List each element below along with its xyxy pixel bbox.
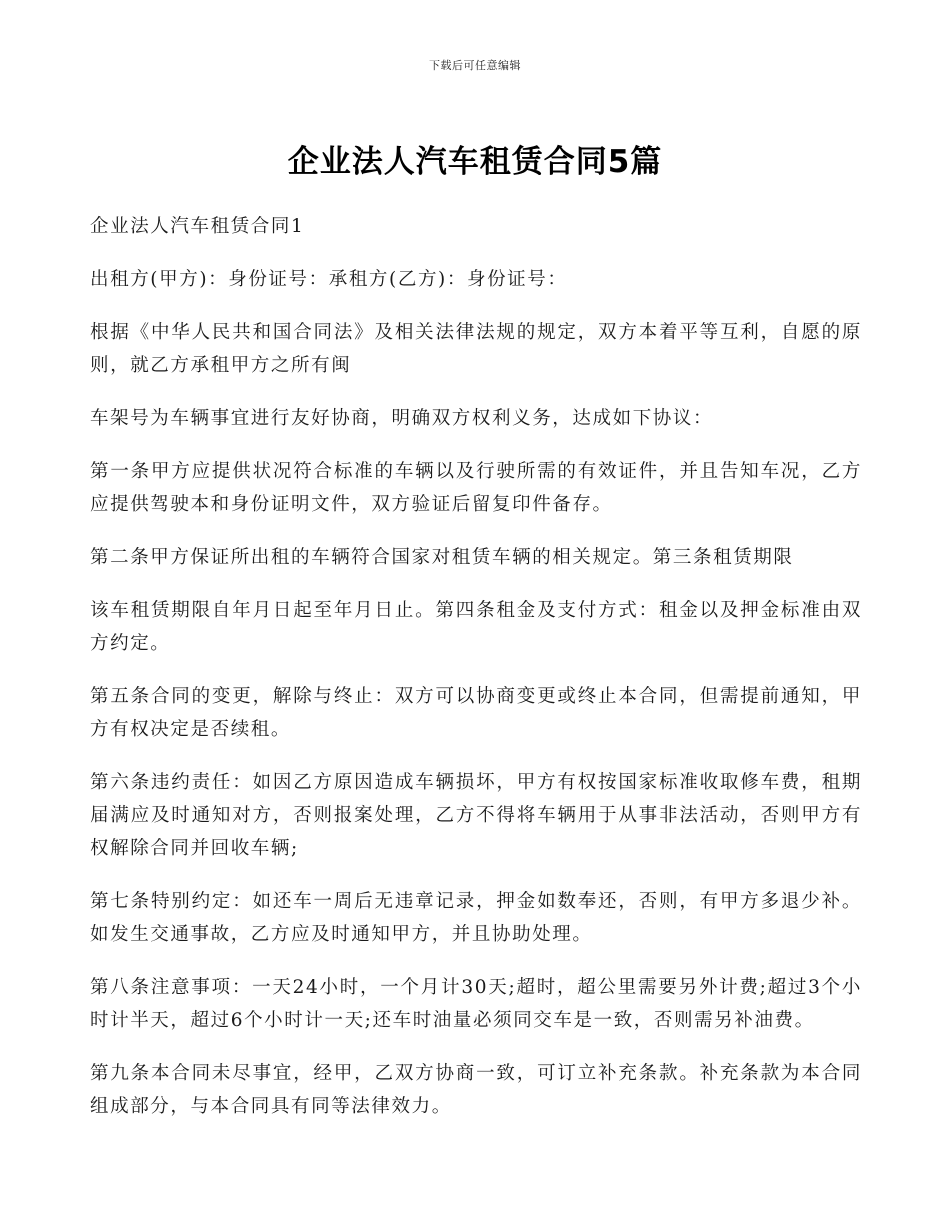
header-note: 下载后可任意编辑 xyxy=(429,59,521,72)
article-1: 第一条甲方应提供状况符合标准的车辆以及行驶所需的有效证件，并且告知车况，乙方应提供驾驶本和身份证明文件，双方验证后留复印件备存。 xyxy=(90,461,862,515)
preamble-paragraph: 根据《中华人民共和国合同法》及相关法律法规的规定，双方本着平等互利，自愿的原则，就乙方承租甲方之所有闽 xyxy=(90,322,862,376)
article-7: 第七条特别约定：如还车一周后无违章记录，押金如数奉还，否则，有甲方多退少补。如发生交通事故，乙方应及时通知甲方，并且协助处理。 xyxy=(90,891,862,945)
article-3-4: 该车租赁期限自年月日起至年月日止。第四条租金及支付方式：租金以及押金标准由双方约定。 xyxy=(90,600,862,654)
parties-line: 出租方(甲方)：身份证号：承租方(乙方)：身份证号： xyxy=(90,269,568,290)
article-2-3: 第二条甲方保证所出租的车辆符合国家对租赁车辆的相关规定。第三条租赁期限 xyxy=(90,547,794,568)
preamble-continuation: 车架号为车辆事宜进行友好协商，明确双方权利义务，达成如下协议： xyxy=(90,408,714,429)
article-8: 第八条注意事项：一天24小时，一个月计30天;超时，超公里需要另外计费;超过3个小时计半天，超过6个小时计一天;还车时油量必须同交车是一致，否则需另补油费。 xyxy=(90,977,862,1031)
article-6: 第六条违约责任：如因乙方原因造成车辆损坏，甲方有权按国家标准收取修车费，租期届满应及时通知对方，否则报案处理，乙方不得将车辆用于从事非法活动，否则甲方有权解除合同并回收车辆; xyxy=(90,772,862,859)
article-9: 第九条本合同未尽事宜，经甲，乙双方协商一致，可订立补充条款。补充条款为本合同组成部分，与本合同具有同等法律效力。 xyxy=(90,1063,862,1117)
document-body xyxy=(90,210,862,1143)
document-title: 企业法人汽车租赁合同5篇 xyxy=(287,144,663,180)
article-5: 第五条合同的变更，解除与终止：双方可以协商变更或终止本合同，但需提前通知，甲方有权决定是否续租。 xyxy=(90,686,862,740)
contract-subtitle: 企业法人汽车租赁合同1 xyxy=(90,216,305,237)
